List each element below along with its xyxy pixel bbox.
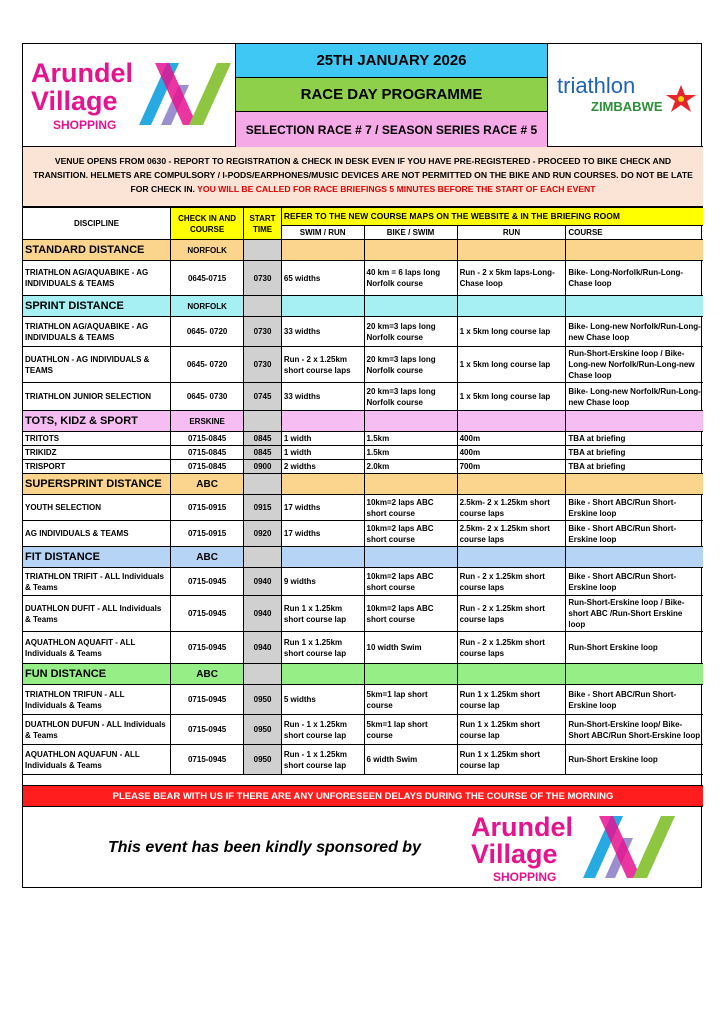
table-row [23, 432, 703, 446]
delay-notice: PLEASE BEAR WITH US IF THERE ARE ANY UNFORESEEN DELAYS DURING THE COURSE OF THE MORNING [23, 785, 703, 807]
row-course: Bike- Long-new Norfolk/Run-Long-new Chase loop [566, 317, 703, 347]
row-checkin: 0645- 0720 [171, 317, 244, 347]
row-checkin: 0715-0945 [171, 685, 244, 715]
sponsor-logo [469, 810, 684, 890]
row-swim-run: Run - 2 x 1.25km short course laps [281, 347, 364, 383]
row-swim-run: Run 1 x 1.25km short course lap [281, 632, 364, 664]
table-row [23, 745, 703, 775]
row-bike-swim: 10km=2 laps ABC short course [364, 596, 457, 632]
row-discipline: AQUATHLON AQUAFIT - ALL Individuals & Teams [23, 632, 171, 664]
row-start: 0845 [244, 446, 282, 460]
row-course: Bike - Short ABC/Run Short-Erskine loop [566, 495, 703, 521]
table-row [23, 460, 703, 474]
logo-word-shopping: SHOPPING [52, 118, 116, 132]
col-header-start: START TIME [244, 208, 282, 240]
row-swim-run: 2 widths [281, 460, 364, 474]
col-header-refer: REFER TO THE NEW COURSE MAPS ON THE WEBSITE & IN THE BRIEFING ROOM [281, 208, 703, 226]
row-discipline: TRITOTS [23, 432, 171, 446]
row-run: 2.5km- 2 x 1.25km short course laps [457, 495, 566, 521]
table-row [23, 317, 703, 347]
row-course: Bike- Long-new Norfolk/Run-Long-new Chase loop [566, 383, 703, 411]
race-programme-sheet [22, 43, 702, 888]
row-bike-swim: 10km=2 laps ABC short course [364, 568, 457, 596]
section-venue: NORFOLK [171, 296, 244, 317]
row-discipline: AQUATHLON AQUAFUN - ALL Individuals & Teams [23, 745, 171, 775]
row-bike-swim: 20 km=3 laps long Norfolk course [364, 347, 457, 383]
venue-notice [23, 147, 703, 207]
row-bike-swim: 6 width Swim [364, 745, 457, 775]
row-course: Run-Short-Erskine loop / Bike- Long-new Norfolk/Run-Long-new Chase loop [566, 347, 703, 383]
table-row [23, 347, 703, 383]
row-checkin: 0715-0945 [171, 568, 244, 596]
row-bike-swim: 5km=1 lap short course [364, 715, 457, 745]
table-row [23, 495, 703, 521]
arundel-logo-graphic [27, 55, 232, 135]
row-course: Bike - Short ABC/Run Short-Erskine loop [566, 568, 703, 596]
row-checkin: 0715-0915 [171, 495, 244, 521]
sponsor-logo-word-village: Village [471, 839, 558, 869]
row-start: 0920 [244, 521, 282, 547]
row-run: 400m [457, 432, 566, 446]
row-swim-run: 9 widths [281, 568, 364, 596]
row-start: 0845 [244, 432, 282, 446]
section-title: FIT DISTANCE [23, 547, 171, 568]
section-tots [23, 411, 703, 432]
row-discipline: DUATHLON DUFUN - ALL Individuals & Teams [23, 715, 171, 745]
row-run: Run 1 x 1.25km short course lap [457, 745, 566, 775]
race-subtitle: SELECTION RACE # 7 / SEASON SERIES RACE # 5 [236, 112, 547, 147]
row-checkin: 0715-0915 [171, 521, 244, 547]
row-run: 400m [457, 446, 566, 460]
col-header-swim-run: SWIM / RUN [281, 226, 364, 240]
row-discipline: AG INDIVIDUALS & TEAMS [23, 521, 171, 547]
row-course: Run-Short-Erskine loop / Bike-short ABC /Run-Short Erskine loop [566, 596, 703, 632]
row-bike-swim: 10 width Swim [364, 632, 457, 664]
row-start: 0940 [244, 596, 282, 632]
section-title: SPRINT DISTANCE [23, 296, 171, 317]
table-header-row [23, 208, 703, 226]
row-start: 0915 [244, 495, 282, 521]
row-bike-swim: 2.0km [364, 460, 457, 474]
logo-word-village: Village [30, 86, 118, 116]
table-row [23, 596, 703, 632]
row-start: 0730 [244, 317, 282, 347]
row-start: 0730 [244, 261, 282, 296]
row-bike-swim: 20 km=3 laps long Norfolk course [364, 317, 457, 347]
section-title: FUN DISTANCE [23, 664, 171, 685]
row-swim-run: 65 widths [281, 261, 364, 296]
row-run: 700m [457, 460, 566, 474]
row-run: Run 1 x 1.25km short course lap [457, 685, 566, 715]
logo-word-triathlon: triathlon [556, 73, 635, 98]
row-swim-run: 33 widths [281, 383, 364, 411]
row-discipline: TRIATHLON TRIFIT - ALL Individuals & Teams [23, 568, 171, 596]
row-course: Run-Short-Erskine loop/ Bike-Short ABC/Run Short-Erskine loop [566, 715, 703, 745]
triathlon-logo-graphic [551, 65, 701, 125]
row-discipline: YOUTH SELECTION [23, 495, 171, 521]
page-title: RACE DAY PROGRAMME [236, 78, 547, 112]
row-course: TBA at briefing [566, 446, 703, 460]
section-sprint [23, 296, 703, 317]
col-header-course: COURSE [566, 226, 703, 240]
venue-notice-text: VENUE OPENS FROM 0630 - REPORT TO REGISTRATION & CHECK IN DESK EVEN IF YOU HAVE PRE-REGISTERED - PROCEED TO BIKE CHECK AND TRANSITION. HELMETS ARE COMPULSORY / I-PODS/EARPHONES/MUSIC DEVICES ARE NOT PERMITTED ON THE BIKE AND RUN COURSES. DO NOT BE LATE FOR CHECK IN. [33, 156, 693, 194]
row-swim-run: 33 widths [281, 317, 364, 347]
table-row [23, 632, 703, 664]
row-checkin: 0715-0845 [171, 432, 244, 446]
sponsor-logo-word-arundel: Arundel [471, 812, 574, 842]
section-venue: ERSKINE [171, 411, 244, 432]
table-row [23, 383, 703, 411]
row-discipline: DUATHLON DUFIT - ALL Individuals & Teams [23, 596, 171, 632]
table-row [23, 568, 703, 596]
row-checkin: 0715-0945 [171, 632, 244, 664]
section-title: STANDARD DISTANCE [23, 240, 171, 261]
row-course: Bike- Long-Norfolk/Run-Long-Chase loop [566, 261, 703, 296]
table-row [23, 446, 703, 460]
sponsor-text: This event has been kindly sponsored by [108, 839, 421, 856]
row-checkin: 0645- 0730 [171, 383, 244, 411]
row-swim-run: Run 1 x 1.25km short course lap [281, 596, 364, 632]
table-row [23, 261, 703, 296]
section-venue: ABC [171, 474, 244, 495]
row-start: 0950 [244, 745, 282, 775]
table-row [23, 521, 703, 547]
triathlon-zimbabwe-logo [547, 44, 703, 147]
row-run: 1 x 5km long course lap [457, 347, 566, 383]
col-header-bike-swim: BIKE / SWIM [364, 226, 457, 240]
section-supersprint [23, 474, 703, 495]
section-fun [23, 664, 703, 685]
row-run: 2.5km- 2 x 1.25km short course laps [457, 521, 566, 547]
row-checkin: 0715-0845 [171, 460, 244, 474]
sponsor-logo-word-shopping: SHOPPING [493, 870, 557, 884]
row-run: Run - 2 x 1.25km short course laps [457, 568, 566, 596]
row-checkin: 0715-0945 [171, 745, 244, 775]
row-discipline: TRIATHLON AG/AQUABIKE - AG INDIVIDUALS & TEAMS [23, 317, 171, 347]
col-header-discipline: DISCIPLINE [23, 208, 171, 240]
venue-notice-red: YOU WILL BE CALLED FOR RACE BRIEFINGS 5 MINUTES BEFORE THE START OF EACH EVENT [197, 184, 596, 194]
row-run: Run - 2 x 1.25km short course laps [457, 632, 566, 664]
row-bike-swim: 1.5km [364, 432, 457, 446]
section-venue: NORFOLK [171, 240, 244, 261]
row-course: Run-Short Erskine loop [566, 632, 703, 664]
row-checkin: 0715-0845 [171, 446, 244, 460]
row-start: 0950 [244, 715, 282, 745]
row-run: Run - 2 x 5km laps-Long-Chase loop [457, 261, 566, 296]
section-standard [23, 240, 703, 261]
section-title: TOTS, KIDZ & SPORT [23, 411, 171, 432]
row-bike-swim: 1.5km [364, 446, 457, 460]
row-course: TBA at briefing [566, 432, 703, 446]
table-row [23, 715, 703, 745]
row-course: Bike - Short ABC/Run Short-Erskine loop [566, 521, 703, 547]
row-bike-swim: 5km=1 lap short course [364, 685, 457, 715]
row-start: 0950 [244, 685, 282, 715]
sponsor-logo-graphic [469, 810, 684, 885]
table-row [23, 685, 703, 715]
row-checkin: 0715-0945 [171, 596, 244, 632]
section-fit [23, 547, 703, 568]
row-swim-run: 1 width [281, 432, 364, 446]
row-start: 0730 [244, 347, 282, 383]
arundel-village-logo [23, 44, 236, 147]
programme-table [23, 207, 703, 775]
race-date: 25TH JANUARY 2026 [236, 44, 547, 78]
row-start: 0940 [244, 632, 282, 664]
header-titles [236, 44, 547, 147]
row-run: Run 1 x 1.25km short course lap [457, 715, 566, 745]
row-discipline: TRIATHLON JUNIOR SELECTION [23, 383, 171, 411]
row-course: Run-Short Erskine loop [566, 745, 703, 775]
row-start: 0940 [244, 568, 282, 596]
row-discipline: TRISPORT [23, 460, 171, 474]
row-start: 0745 [244, 383, 282, 411]
row-run: 1 x 5km long course lap [457, 383, 566, 411]
row-swim-run: 17 widths [281, 495, 364, 521]
row-swim-run: 5 widths [281, 685, 364, 715]
col-header-run: RUN [457, 226, 566, 240]
row-bike-swim: 20 km=3 laps long Norfolk course [364, 383, 457, 411]
row-run: Run - 2 x 1.25km short course laps [457, 596, 566, 632]
row-bike-swim: 10km=2 laps ABC short course [364, 521, 457, 547]
row-swim-run: Run - 1 x 1.25km short course lap [281, 745, 364, 775]
row-run: 1 x 5km long course lap [457, 317, 566, 347]
logo-word-arundel: Arundel [30, 58, 133, 88]
row-swim-run: 17 widths [281, 521, 364, 547]
row-swim-run: 1 width [281, 446, 364, 460]
row-course: TBA at briefing [566, 460, 703, 474]
row-swim-run: Run - 1 x 1.25km short course lap [281, 715, 364, 745]
row-bike-swim: 10km=2 laps ABC short course [364, 495, 457, 521]
logo-word-zimbabwe: ZIMBABWE [590, 99, 662, 114]
row-discipline: TRIATHLON AG/AQUABIKE - AG INDIVIDUALS & TEAMS [23, 261, 171, 296]
col-header-checkin: CHECK IN AND COURSE [171, 208, 244, 240]
row-discipline: TRIKIDZ [23, 446, 171, 460]
section-venue: ABC [171, 547, 244, 568]
row-discipline: DUATHLON - AG INDIVIDUALS & TEAMS [23, 347, 171, 383]
row-checkin: 0715-0945 [171, 715, 244, 745]
row-course: Bike - Short ABC/Run Short-Erskine loop [566, 685, 703, 715]
row-checkin: 0645- 0720 [171, 347, 244, 383]
row-checkin: 0645-0715 [171, 261, 244, 296]
section-venue: ABC [171, 664, 244, 685]
section-title: SUPERSPRINT DISTANCE [23, 474, 171, 495]
row-bike-swim: 40 km = 6 laps long Norfolk course [364, 261, 457, 296]
row-discipline: TRIATHLON TRIFUN - ALL Individuals & Teams [23, 685, 171, 715]
row-start: 0900 [244, 460, 282, 474]
